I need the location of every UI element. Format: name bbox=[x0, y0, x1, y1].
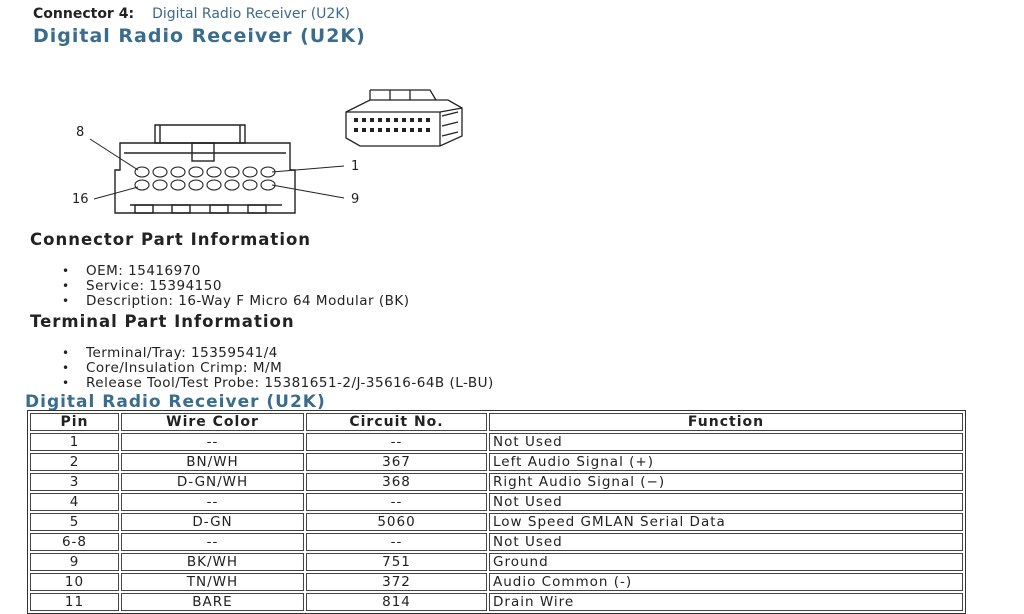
circuit-cell: -- bbox=[306, 533, 487, 551]
connector-side-diagram bbox=[340, 82, 470, 152]
table-row bbox=[30, 433, 963, 451]
function-cell: Low Speed GMLAN Serial Data bbox=[489, 513, 963, 531]
table-row bbox=[30, 453, 963, 471]
function-cell: Not Used bbox=[489, 533, 963, 551]
circuit-cell: 751 bbox=[306, 553, 487, 571]
function-cell: Left Audio Signal (+) bbox=[489, 453, 963, 471]
page-title: Digital Radio Receiver (U2K) bbox=[33, 25, 366, 47]
header-function: Function bbox=[489, 413, 963, 431]
wire-color-cell: BARE bbox=[121, 593, 304, 611]
circuit-cell: 372 bbox=[306, 573, 487, 591]
function-cell: Not Used bbox=[489, 433, 963, 451]
wire-color-cell: -- bbox=[121, 433, 304, 451]
function-cell: Audio Common (-) bbox=[489, 573, 963, 591]
circuit-cell: -- bbox=[306, 493, 487, 511]
pin-cell: 9 bbox=[30, 553, 119, 571]
circuit-cell: 5060 bbox=[306, 513, 487, 531]
pin-cell: 10 bbox=[30, 573, 119, 591]
circuit-cell: 368 bbox=[306, 473, 487, 491]
list-item: • Core/Insulation Crimp: M/M bbox=[60, 361, 494, 376]
table-row bbox=[30, 493, 963, 511]
connector-header bbox=[33, 6, 350, 22]
table-row bbox=[30, 573, 963, 591]
callout-pin-16: 16 bbox=[72, 192, 89, 207]
connector-part-list bbox=[60, 264, 409, 309]
terminal-part-list bbox=[60, 346, 494, 391]
circuit-cell: -- bbox=[306, 433, 487, 451]
header-circuit-no: Circuit No. bbox=[306, 413, 487, 431]
wire-color-cell: BK/WH bbox=[121, 553, 304, 571]
list-item: • Service: 15394150 bbox=[60, 279, 409, 294]
pin-cell: 5 bbox=[30, 513, 119, 531]
table-row bbox=[30, 513, 963, 531]
wire-color-cell: BN/WH bbox=[121, 453, 304, 471]
function-cell: Drain Wire bbox=[489, 593, 963, 611]
list-item: • Release Tool/Test Probe: 15381651-2/J-35616-64B (L-BU) bbox=[60, 376, 494, 391]
connector-value: Digital Radio Receiver (U2K) bbox=[152, 6, 350, 22]
table-header-row bbox=[30, 413, 963, 431]
function-cell: Not Used bbox=[489, 493, 963, 511]
wire-color-cell: D-GN/WH bbox=[121, 473, 304, 491]
callout-pin-9: 9 bbox=[351, 192, 360, 207]
connector-face-diagram bbox=[60, 115, 380, 225]
connector-part-heading: Connector Part Information bbox=[30, 230, 312, 249]
pin-cell: 2 bbox=[30, 453, 119, 471]
callout-pin-8: 8 bbox=[76, 125, 85, 140]
pin-cell: 11 bbox=[30, 593, 119, 611]
wire-color-cell: -- bbox=[121, 493, 304, 511]
pin-cell: 1 bbox=[30, 433, 119, 451]
wire-color-cell: TN/WH bbox=[121, 573, 304, 591]
table-row bbox=[30, 533, 963, 551]
table-row bbox=[30, 473, 963, 491]
header-wire-color: Wire Color bbox=[121, 413, 304, 431]
header-pin: Pin bbox=[30, 413, 119, 431]
pin-cell: 4 bbox=[30, 493, 119, 511]
function-cell: Right Audio Signal (−) bbox=[489, 473, 963, 491]
table-row bbox=[30, 553, 963, 571]
connector-label: Connector 4: bbox=[33, 6, 135, 22]
list-item: • Description: 16-Way F Micro 64 Modular (BK) bbox=[60, 294, 409, 309]
list-item: • OEM: 15416970 bbox=[60, 264, 409, 279]
wire-color-cell: -- bbox=[121, 533, 304, 551]
terminal-part-heading: Terminal Part Information bbox=[30, 312, 295, 331]
table-caption: Digital Radio Receiver (U2K) bbox=[25, 392, 326, 412]
table-row bbox=[30, 593, 963, 611]
list-item: • Terminal/Tray: 15359541/4 bbox=[60, 346, 494, 361]
pin-cell: 3 bbox=[30, 473, 119, 491]
function-cell: Ground bbox=[489, 553, 963, 571]
wire-color-cell: D-GN bbox=[121, 513, 304, 531]
callout-pin-1: 1 bbox=[351, 159, 360, 174]
circuit-cell: 814 bbox=[306, 593, 487, 611]
pin-table bbox=[27, 410, 966, 614]
pin-cell: 6-8 bbox=[30, 533, 119, 551]
circuit-cell: 367 bbox=[306, 453, 487, 471]
